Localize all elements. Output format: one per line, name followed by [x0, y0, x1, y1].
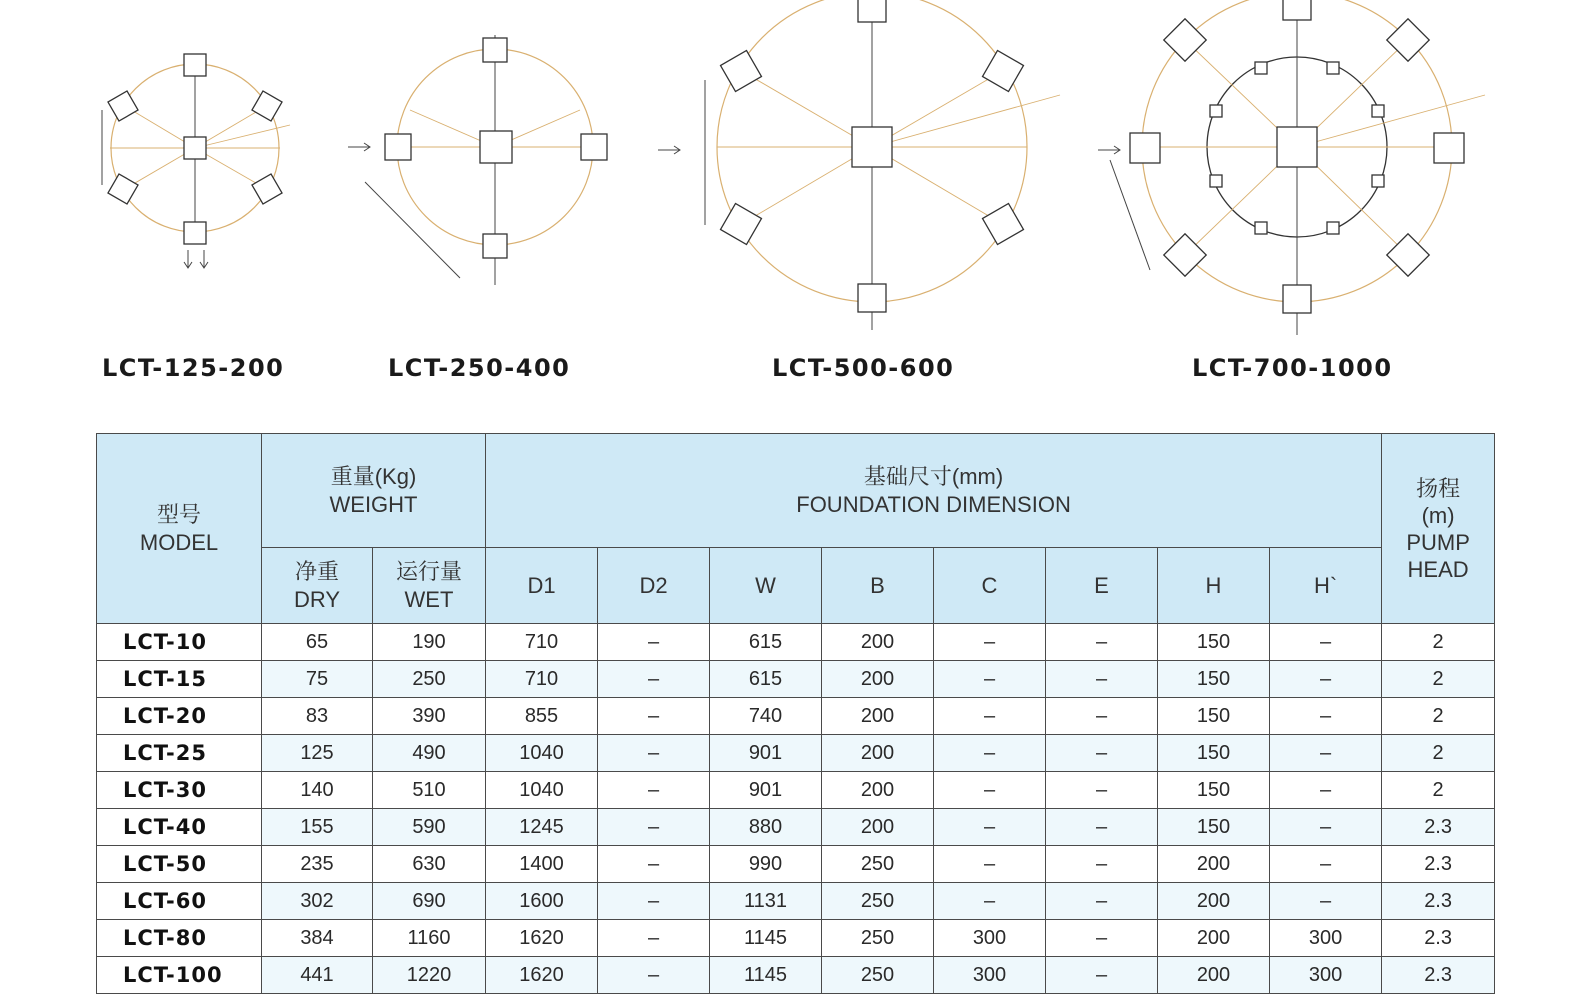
table-cell-dry: 83	[262, 698, 373, 735]
table-cell-d1: 1620	[486, 957, 598, 994]
table-cell-h2: 300	[1270, 957, 1382, 994]
table-cell-e: –	[1046, 772, 1158, 809]
table-cell-dry: 140	[262, 772, 373, 809]
table-cell-h: 150	[1158, 661, 1270, 698]
table-cell-h2: –	[1270, 735, 1382, 772]
table-cell-head: 2	[1382, 661, 1495, 698]
dim-header-d1: D1	[486, 548, 598, 624]
foundation-diagram-lct-250-400	[340, 0, 630, 340]
table-cell-c: –	[934, 735, 1046, 772]
table-row	[97, 846, 1495, 883]
table-cell-head: 2	[1382, 735, 1495, 772]
dim-header-h-prime: H`	[1270, 548, 1382, 624]
model-cell: LCT-30	[97, 772, 262, 809]
table-cell-wet: 250	[373, 661, 486, 698]
table-cell-wet: 630	[373, 846, 486, 883]
table-cell-e: –	[1046, 661, 1158, 698]
table-cell-c: –	[934, 698, 1046, 735]
table-cell-wet: 590	[373, 809, 486, 846]
table-cell-d1: 1040	[486, 772, 598, 809]
table-cell-b: 200	[822, 661, 934, 698]
table-cell-b: 200	[822, 624, 934, 661]
table-cell-h: 200	[1158, 846, 1270, 883]
table-cell-wet: 1160	[373, 920, 486, 957]
model-cell: LCT-20	[97, 698, 262, 735]
foundation-dimension-header: 基础尺寸(mm) FOUNDATION DIMENSION	[486, 434, 1382, 548]
table-cell-d1: 855	[486, 698, 598, 735]
table-cell-h2: –	[1270, 883, 1382, 920]
table-cell-e: –	[1046, 957, 1158, 994]
table-cell-d1: 1600	[486, 883, 598, 920]
table-cell-h: 200	[1158, 883, 1270, 920]
table-cell-w: 1145	[710, 920, 822, 957]
weight-header: 重量(Kg) WEIGHT	[262, 434, 486, 548]
table-row	[97, 883, 1495, 920]
table-cell-e: –	[1046, 698, 1158, 735]
diagram-caption: LCT-500-600	[772, 354, 955, 382]
wet-weight-header: 运行量 WET	[373, 548, 486, 624]
foundation-plan-drawing	[650, 0, 1090, 350]
table-cell-w: 615	[710, 624, 822, 661]
table-cell-d1: 1400	[486, 846, 598, 883]
table-cell-head: 2.3	[1382, 957, 1495, 994]
table-cell-h: 150	[1158, 698, 1270, 735]
table-cell-c: 300	[934, 957, 1046, 994]
table-cell-e: –	[1046, 846, 1158, 883]
diagram-caption: LCT-250-400	[388, 354, 571, 382]
table-cell-wet: 510	[373, 772, 486, 809]
table-cell-h: 150	[1158, 624, 1270, 661]
table-cell-d2: –	[598, 846, 710, 883]
table-cell-d2: –	[598, 624, 710, 661]
table-cell-e: –	[1046, 809, 1158, 846]
diagram-caption: LCT-700-1000	[1192, 354, 1393, 382]
table-cell-h2: –	[1270, 809, 1382, 846]
dim-header-c: C	[934, 548, 1046, 624]
table-cell-dry: 65	[262, 624, 373, 661]
table-row	[97, 661, 1495, 698]
table-cell-c: –	[934, 809, 1046, 846]
model-cell: LCT-60	[97, 883, 262, 920]
dim-header-b: B	[822, 548, 934, 624]
model-cell: LCT-100	[97, 957, 262, 994]
model-header: 型号 MODEL	[97, 434, 262, 624]
table-cell-head: 2.3	[1382, 920, 1495, 957]
table-cell-wet: 190	[373, 624, 486, 661]
table-cell-dry: 384	[262, 920, 373, 957]
table-row	[97, 735, 1495, 772]
table-cell-b: 250	[822, 957, 934, 994]
table-cell-h: 150	[1158, 772, 1270, 809]
table-cell-e: –	[1046, 920, 1158, 957]
table-cell-dry: 75	[262, 661, 373, 698]
foundation-plan-drawing	[80, 0, 320, 340]
table-cell-e: –	[1046, 624, 1158, 661]
table-cell-wet: 390	[373, 698, 486, 735]
table-cell-h2: –	[1270, 846, 1382, 883]
table-cell-d2: –	[598, 809, 710, 846]
table-cell-w: 740	[710, 698, 822, 735]
table-cell-d2: –	[598, 920, 710, 957]
table-row	[97, 920, 1495, 957]
table-cell-h2: –	[1270, 624, 1382, 661]
table-cell-c: –	[934, 772, 1046, 809]
table-cell-h: 200	[1158, 957, 1270, 994]
dim-header-e: E	[1046, 548, 1158, 624]
dim-header-w: W	[710, 548, 822, 624]
table-cell-b: 200	[822, 809, 934, 846]
table-cell-wet: 490	[373, 735, 486, 772]
table-cell-c: –	[934, 883, 1046, 920]
foundation-diagram-lct-700-1000	[1090, 0, 1510, 350]
table-cell-b: 250	[822, 920, 934, 957]
table-cell-w: 880	[710, 809, 822, 846]
table-cell-h: 150	[1158, 735, 1270, 772]
table-cell-dry: 155	[262, 809, 373, 846]
table-cell-head: 2	[1382, 698, 1495, 735]
model-cell: LCT-25	[97, 735, 262, 772]
table-row	[97, 698, 1495, 735]
table-cell-head: 2.3	[1382, 883, 1495, 920]
model-cell: LCT-50	[97, 846, 262, 883]
table-cell-d1: 710	[486, 624, 598, 661]
table-cell-b: 250	[822, 846, 934, 883]
table-cell-b: 200	[822, 698, 934, 735]
table-cell-b: 250	[822, 883, 934, 920]
foundation-plan-drawing	[1090, 0, 1510, 350]
table-cell-w: 1145	[710, 957, 822, 994]
table-cell-d2: –	[598, 772, 710, 809]
table-cell-h2: –	[1270, 698, 1382, 735]
table-cell-e: –	[1046, 735, 1158, 772]
table-cell-head: 2	[1382, 772, 1495, 809]
foundation-diagram-lct-500-600	[650, 0, 1090, 350]
table-row	[97, 772, 1495, 809]
table-cell-d1: 1245	[486, 809, 598, 846]
table-cell-d1: 1620	[486, 920, 598, 957]
model-cell: LCT-10	[97, 624, 262, 661]
model-cell: LCT-40	[97, 809, 262, 846]
table-cell-d2: –	[598, 735, 710, 772]
table-cell-c: –	[934, 846, 1046, 883]
specification-table	[96, 433, 1495, 994]
table-cell-e: –	[1046, 883, 1158, 920]
table-cell-h2: –	[1270, 772, 1382, 809]
pump-head-header: 扬程 (m) PUMP HEAD	[1382, 434, 1495, 624]
table-cell-h2: –	[1270, 661, 1382, 698]
table-cell-dry: 441	[262, 957, 373, 994]
table-cell-d2: –	[598, 698, 710, 735]
foundation-plan-drawing	[340, 0, 630, 340]
table-cell-b: 200	[822, 772, 934, 809]
table-cell-h: 150	[1158, 809, 1270, 846]
table-cell-c: –	[934, 624, 1046, 661]
table-cell-wet: 1220	[373, 957, 486, 994]
dim-header-h: H	[1158, 548, 1270, 624]
table-cell-dry: 302	[262, 883, 373, 920]
model-cell: LCT-15	[97, 661, 262, 698]
table-cell-wet: 690	[373, 883, 486, 920]
table-cell-c: –	[934, 661, 1046, 698]
table-cell-head: 2.3	[1382, 846, 1495, 883]
dim-header-d2: D2	[598, 548, 710, 624]
table-cell-w: 615	[710, 661, 822, 698]
table-cell-d1: 710	[486, 661, 598, 698]
table-cell-h: 200	[1158, 920, 1270, 957]
foundation-diagram-lct-125-200	[80, 0, 320, 340]
table-cell-b: 200	[822, 735, 934, 772]
table-row	[97, 957, 1495, 994]
table-cell-dry: 235	[262, 846, 373, 883]
table-cell-head: 2.3	[1382, 809, 1495, 846]
dry-weight-header: 净重 DRY	[262, 548, 373, 624]
table-cell-h2: 300	[1270, 920, 1382, 957]
model-cell: LCT-80	[97, 920, 262, 957]
table-cell-w: 901	[710, 735, 822, 772]
diagram-caption: LCT-125-200	[102, 354, 285, 382]
table-cell-d1: 1040	[486, 735, 598, 772]
table-cell-head: 2	[1382, 624, 1495, 661]
table-cell-d2: –	[598, 957, 710, 994]
table-row	[97, 624, 1495, 661]
table-cell-w: 1131	[710, 883, 822, 920]
table-cell-c: 300	[934, 920, 1046, 957]
table-row	[97, 809, 1495, 846]
table-cell-w: 901	[710, 772, 822, 809]
table-cell-d2: –	[598, 883, 710, 920]
table-cell-d2: –	[598, 661, 710, 698]
table-cell-dry: 125	[262, 735, 373, 772]
table-cell-w: 990	[710, 846, 822, 883]
